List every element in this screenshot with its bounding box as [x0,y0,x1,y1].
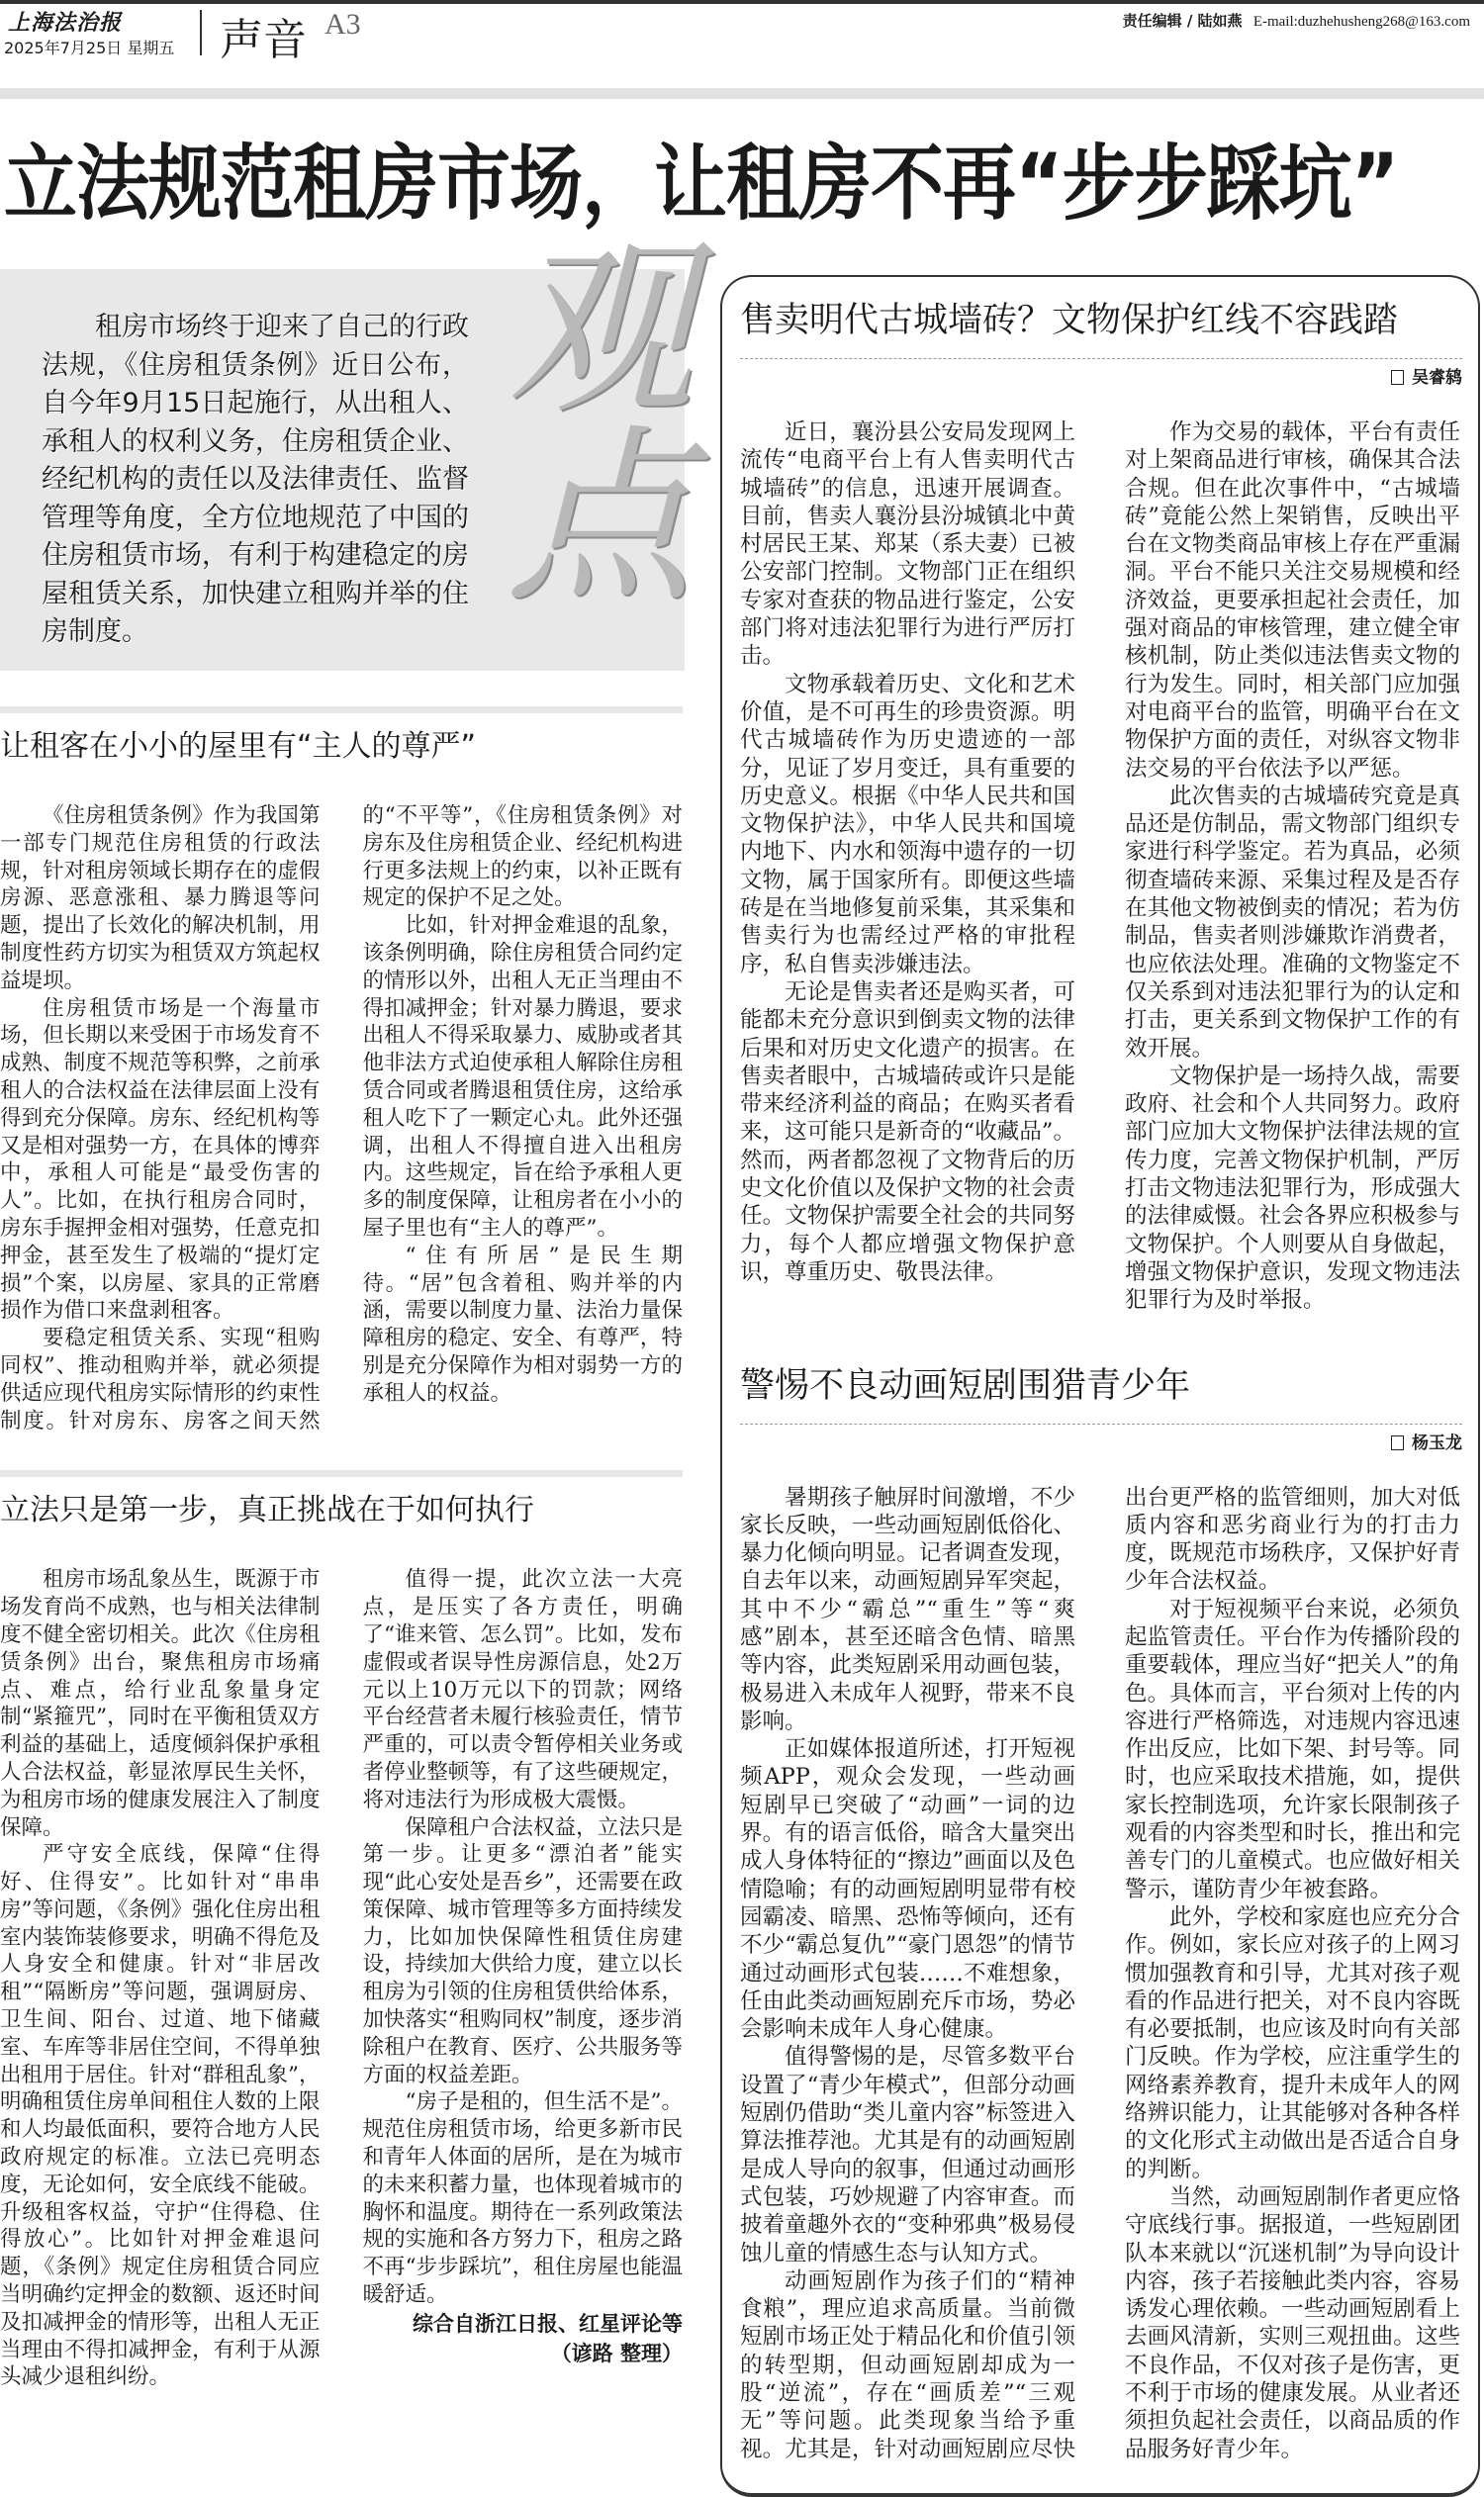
header-band [0,88,1484,99]
paragraph: 此外，学校和家庭也应充分合作。例如，家长应对孩子的上网习惯加强教育和引导，尤其对孩子观看的作品进行把关，对不良内容既有必要抵制，也应该及时向有关部门反映。作为学校，应注重学生的网络素养教育，提升未成年人的网络辨识能力，让其能够对各种各样的文化形式主动做出是否适合自身的判断。 [1125,1903,1460,2182]
article-author [740,367,1462,389]
commentary-panel [720,275,1480,2497]
editor-info [1123,10,1470,31]
intro-box [0,230,694,671]
article-body [740,1484,1460,2463]
paragraph: 住房租赁市场是一个海量市场，但长期以来受困于市场发育不成熟、制度不规范等积弊，之前承租人的合法权益在法律层面上没有得到充分保障。房东、经纪机构等又是相对强势一方，在具体的博弈中，承租人可能是“最受伤害的人”。比如，在执行租房合同时，房东手握押金相对强势，任意克扣押金，甚至发生了极端的“提灯定损”个案，以房屋、家具的正常磨损作为借口来盘剥租客。 [0,995,321,1324]
left-column [0,230,694,2391]
paragraph: 作为交易的载体，平台有责任对上架商品进行审核，确保其合法合规。但在此次事件中，“古城墙砖”竟能公然上架销售，反映出平台在文物类商品审核上存在严重漏洞。平台不能只关注交易规模和经济效益，更要承担起社会责任，加强对商品的审核管理，建立健全审核机制，防止类似违法售卖文物的行为发生。同时，相关部门应加强对电商平台的监管，明确平台在文物保护方面的责任，对纵容文物非法交易的平台依法予以严惩。 [1125,419,1460,782]
paragraph: 要稳定租赁关系、实现“租购同权”、推动租购并举，就必须提供适应现代租房实际情形的约束性制度。针对房东、房客之间天然的“不平等”，《住房租赁条例》对房东及住房租赁企业、经纪机构进行更多法规上的约束，以补正既有规定的保护不足之处。 [0,803,683,1433]
article-title: 售卖明代古城墙砖？文物保护红线不容践踏 [740,301,1399,340]
main-headline: 立法规范租房市场，让租房不再“步步踩坑” [4,136,1399,232]
header-divider [200,10,202,55]
section-name: 声音 [220,15,307,65]
paragraph: 近日，襄汾县公安局发现网上流传“电商平台上有人售卖明代古城墙砖”的信息，迅速开展调查。目前，售卖人襄汾县汾城镇北中黄村居民王某、郑某（系夫妻）已被公安部门控制。文物部门正在组织专家对查获的物品进行鉴定，公安部门将对违法犯罪行为进行严厉打击。 [740,419,1075,670]
section-divider [0,1470,683,1477]
paragraph: 文物承载着历史、文化和艺术价值，是不可再生的珍贵资源。明代古城墙砖作为历史遗迹的一部分，见证了岁月变迁，具有重要的历史意义。根据《中华人民共和国文物保护法》，中华人民共和国境内地下、内水和领海中遗存的一切文物，属于国家所有。即便这些墙砖是在当地修复前采集，其采集和售卖行为也需经过严格的审批程序，私自售卖涉嫌违法。 [740,671,1075,977]
paragraph: 暑期孩子触屏时间激增，不少家长反映，一些动画短剧低俗化、暴力化倾向明显。记者调查发现，自去年以来，动画短剧异军突起，其中不少“霸总”“重生”等“爽感”剧本，甚至还暗含色情、暗黑等内容，此类短剧采用动画包装，极易进入未成年人视野，带来不良影响。 [740,1484,1075,1734]
author-box-icon [1391,370,1404,385]
author-name: 吴睿鸫 [1412,368,1462,388]
article-body [740,418,1460,1315]
author-box-icon [1391,1435,1404,1450]
dashed-divider [740,358,1462,359]
paragraph: 比如，针对押金难退的乱象，该条例明确，除住房租赁合同约定的情形以外，出租人无正当理由不得扣减押金；针对暴力腾退，要求出租人不得采取暴力、威胁或者其他非法方式迫使承租人解除住房租赁合同或者腾退租赁住房，这给承租人吃下了一颗定心丸。此外还强调，出租人不得擅自进入出租房内。这些规定，旨在给予承租人更多的制度保障，让租房者在小小的屋子里也有“主人的尊严”。 [362,913,683,1241]
paragraph: 对于短视频平台来说，必须负起监管责任。平台作为传播阶段的重要载体，理应当好“把关人”的角色。具体而言，平台须对上传的内容进行严格筛选，对违规内容迅速作出反应，比如下架、封号等。同时，也应采取技术措施，如，提供家长控制选项，允许家长限制孩子观看的内容类型和时长，推出和完善专门的儿童模式。也应做好相关警示，谨防青少年被套路。 [1125,1596,1460,1902]
viewpoint-stamp: 观点 [475,230,694,605]
paragraph: 动画短剧作为孩子们的“精神食粮”，理应追求高质量。当前微短剧市场正处于精品化和价值引领的转型期，但动画短剧却成为一股“逆流”，存在“画质差”“三观无”等问题。此类现象当给予重视。尤其是，针对动画短剧应尽快出台更严格的监管细则，加大对低质内容和恶劣商业行为的打击力度，既规范市场秩序，又保护好青少年合法权益。 [740,1484,1460,2462]
article-title: 警惕不良动画短剧围猎青少年 [740,1365,1191,1406]
paragraph: 《住房租赁条例》作为我国第一部专门规范住房租赁的行政法规，针对租房领域长期存在的虚假房源、恶意涨租、暴力腾退等问题，提出了长效化的解决机制，用制度性药方切实为租赁双方筑起权益堤坝。 [0,803,321,993]
paragraph: “住有所居”是民生期待。“居”包含着租、购并举的内涵，需要以制度力量、法治力量保障租房的稳定、安全、有尊严，特别是充分保障作为相对弱势一方的承租人的权益。 [362,1243,683,1406]
editor-label: 责任编辑 / 陆如燕 [1122,12,1243,30]
section-divider [0,706,683,713]
paragraph: 租房市场乱象丛生，既源于市场发育尚不成熟，也与相关法律制度不健全密切相关。此次《住房租赁条例》出台，聚焦租房市场痛点、难点，给行业乱象量身定制“紧箍咒”，同时在平衡租赁双方利益的基础上，适度倾斜保护承租人合法权益，彰显浓厚民生关怀，为租房市场的健康发展注入了制度保障。 [0,1567,321,1840]
article-body [0,802,683,1434]
issue-date: 2025年7月25日 星期五 [4,39,175,57]
paragraph: 当然，动画短剧制作者更应恪守底线行事。据报道，一些短剧团队本来就以“沉迷机制”为导向设计内容，孩子若接触此类内容，容易诱发心理依赖。一些动画短剧看上去画风清新，实则三观扭曲。这些不良作品，不仅对孩子是伤害，更不利于市场的健康发展。从业者还须担负起社会责任，以商品质的作品服务好青少年。 [1125,2183,1460,2462]
paragraph: 文物保护是一场持久战，需要政府、社会和个人共同努力。政府部门应加大文物保护法律法规的宣传力度，完善文物保护机制，严厉打击文物违法犯罪行为，形成强大的法律威慑。社会各界应积极参与文物保护。个人则要从自身做起，增强文物保护意识，发现文物违法犯罪行为及时举报。 [1125,1063,1460,1314]
author-name: 杨玉龙 [1412,1433,1462,1453]
article-title: 让租客在小小的屋里有“主人的尊严” [0,729,477,764]
editor-email: E-mail:duzhehusheng268@163.com [1252,14,1470,30]
intro-text: 租房市场终于迎来了自己的行政法规，《住房租赁条例》近日公布，自今年9月15日起施行，从出租人、承租人的权利义务，住房租赁企业、经纪机构的责任以及法律责任、监督管理等角度，全方位地规范了中国的住房租赁市场，有利于构建稳定的房屋租赁关系，加快建立租购并举的住房制度。 [42,312,469,647]
newspaper-logo: 上海法治报 [8,10,123,36]
page-number: A3 [325,8,361,41]
paragraph: “房子是租的，但生活不是”。规范住房租赁市场，给更多新市民和青年人体面的居所，是在为城市的未来积蓄力量，也体现着城市的胸怀和温度。期待在一系列政策法规的实施和各方努力下，租房之路不再“步步踩坑”，租住房屋也能温暖舒适。 [362,2089,683,2308]
article-compiler: （谚路 整理） [550,2341,683,2365]
paragraph: 无论是售卖者还是购买者，可能都未充分意识到倒卖文物的法律后果和对历史文化遗产的损害。在售卖者眼中，古城墙砖或许只是能带来经济利益的商品；在购买者看来，这可能只是新奇的“收藏品”。然而，两者都忽视了文物背后的历史文化价值以及保护文物的社会责任。文物保护需要全社会的共同努力，每个人都应增强文物保护意识，尊重历史、敬畏法律。 [740,978,1075,1285]
paragraph: 保障租户合法权益，立法只是第一步。让更多“漂泊者”能实现“此心安处是吾乡”，还需要在政策保障、城市管理等多方面持续发力，比如加快保障性租赁住房建设，持续加大供给力度，建立以长租房为引领的住房租赁供给体系，加快落实“租购同权”制度，逐步消除租户在教育、医疗、公共服务等方面的权益差距。 [362,1814,683,2087]
paragraph: 此次售卖的古城墙砖究竟是真品还是仿制品，需文物部门组织专家进行科学鉴定。若为真品，必须彻查墙砖来源、采集过程及是否存在其他文物被倒卖的情况；若为仿制品，售卖者则涉嫌欺诈消费者，也应依法处理。准确的文物鉴定不仅关系到对违法犯罪行为的认定和打击，更关系到文物保护工作的有效开展。 [1125,783,1460,1062]
article-title: 立法只是第一步，真正挑战在于如何执行 [0,1493,534,1528]
paragraph: 值得警惕的是，尽管多数平台设置了“青少年模式”，但部分动画短剧仍借助“类儿童内容”标签进入算法推荐池。尤其是有的动画短剧是成人导向的叙事，但通过动画形式包装，巧妙规避了内容审查。而披着童趣外衣的“变种邪典”极易侵蚀儿童的情感生态与认知方式。 [740,2044,1075,2266]
dashed-divider [740,1424,1462,1425]
article-author [740,1433,1462,1454]
article-body [0,1566,683,2391]
paragraph: 值得一提，此次立法一大亮点，是压实了各方责任，明确了“谁来管、怎么罚”。比如，发布虚假或者误导性房源信息，处2万元以上10万元以下的罚款；网络平台经营者未履行核验责任，情节严重的，可以责令暂停相关业务或者停业整顿等，有了这些硬规定，将对违法行为形成极大震慑。 [362,1567,683,1812]
paragraph: 严守安全底线，保障“住得好、住得安”。比如针对“串串房”等问题，《条例》强化住房出租室内装饰装修要求，明确不得危及人身安全和健康。针对“非居改租”“隔断房”等问题，强调厨房、卫生间、阳台、过道、地下储藏室、车库等非居住空间，不得单独出租用于居住。针对“群租乱象”，明确租赁住房单间租住人数的上限和人均最低面积，要符合地方人民政府规定的标准。立法已亮明态度，无论如何，安全底线不能破。升级租客权益，守护“住得稳、住得放心”。比如针对押金难退问题，《条例》规定住房租赁合同应当明确约定押金的数额、返还时间及扣减押金的情形等，出租人无正当理由不得扣减押金，有利于从源头减少退租纠纷。 [0,1842,321,2390]
article-source: 综合自浙江日报、红星评论等 [413,2311,683,2336]
paragraph: 正如媒体报道所述，打开短视频APP，观众会发现，一些动画短剧早已突破了“动画”一词的边界。有的语言低俗，暗含大量突出成人身体特征的“擦边”画面以及色情隐喻；有的动画短剧明显带有校园霸凌、暗黑、恐怖等倾向，还有不少“霸总复仇”“豪门恩怨”的情节通过动画形式包装……不难想象，任由此类动画短剧充斥市场，势必会影响未成年人身心健康。 [740,1736,1075,2043]
